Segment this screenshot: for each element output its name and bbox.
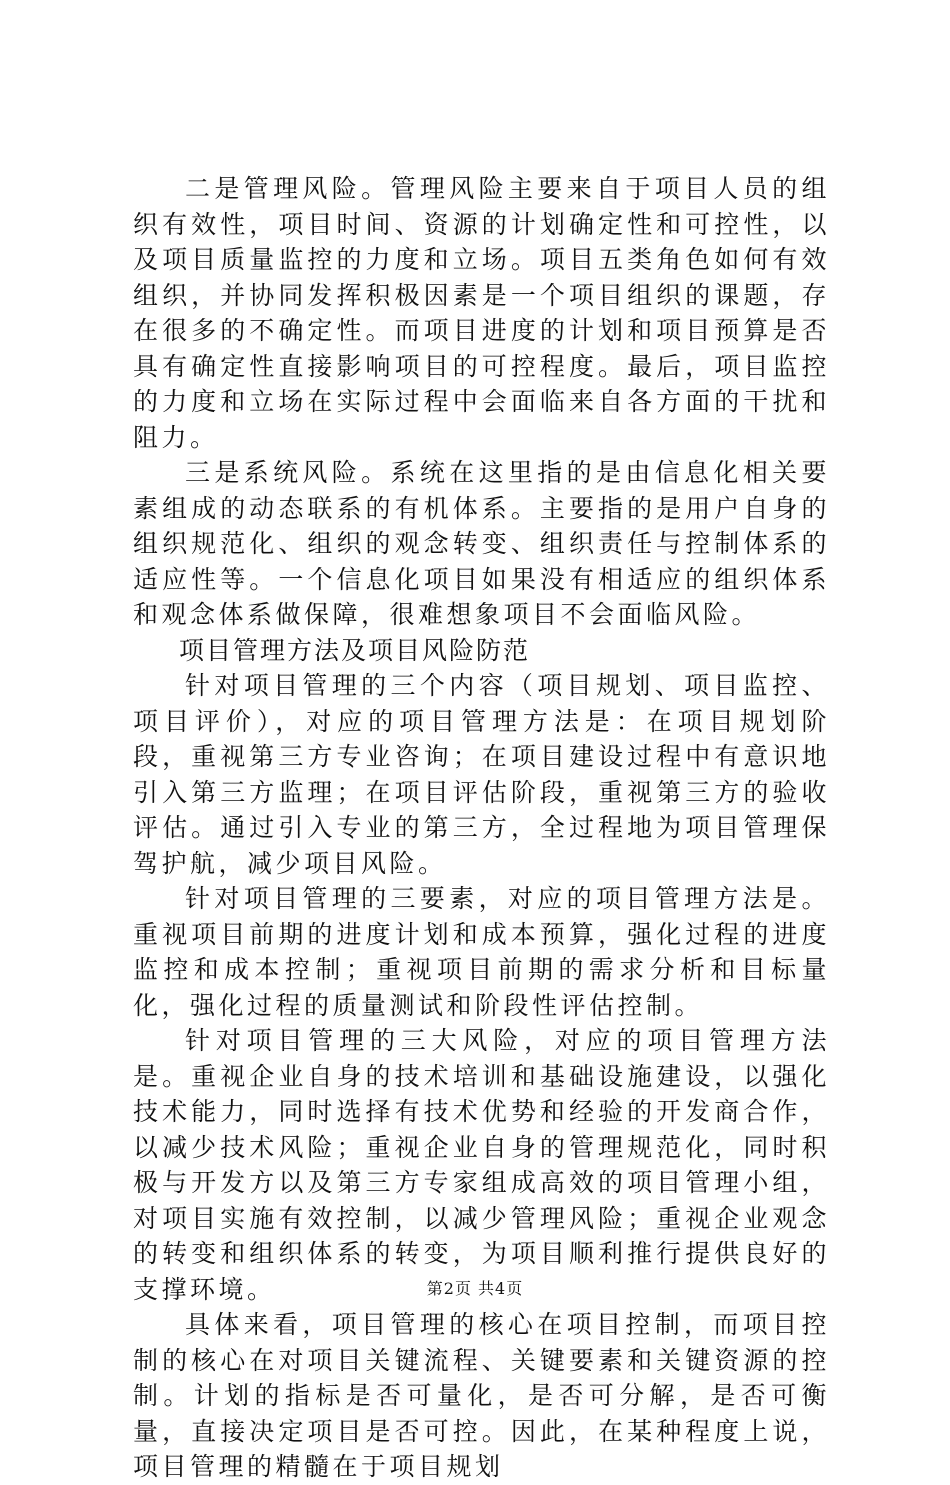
paragraph-system-risk: 三是系统风险。系统在这里指的是由信息化相关要素组成的动态联系的有机体系。主要指的是用户自身的组织规范化、组织的观念转变、组织责任与控制体系的适应性等。一个信息化项目如果没有相适应的组织体系和观念体系做保障，很难想象项目不会面临风险。 bbox=[133, 458, 830, 629]
section-heading: 项目管理方法及项目风险防范 bbox=[179, 635, 531, 665]
paragraph-three-contents: 针对项目管理的三个内容（项目规划、项目监控、项目评价），对应的项目管理方法是：在项目规划阶段，重视第三方专业咨询；在项目建设过程中有意识地引入第三方监理；在项目评估阶段，重视第三方的验收评估。通过引入专业的第三方，全过程地为项目管理保驾护航，减少项目风险。 bbox=[133, 671, 830, 878]
paragraph-three-risks: 针对项目管理的三大风险，对应的项目管理方法是。重视企业自身的技术培训和基础设施建设，以强化技术能力，同时选择有技术优势和经验的开发商合作，以减少技术风险；重视企业自身的管理规范化，同时积极与开发方以及第三方专家组成高效的项目管理小组，对项目实施有效控制，以减少管理风险；重视企业观念的转变和组织体系的转变，为项目顺利推行提供良好的支撑环境。 bbox=[133, 1026, 830, 1304]
page-number-footer: 第2页 共4页 bbox=[426, 1279, 524, 1298]
paragraph-three-elements: 针对项目管理的三要素，对应的项目管理方法是。重视项目前期的进度计划和成本预算，强化过程的进度监控和成本控制；重视项目前期的需求分析和目标量化，强化过程的质量测试和阶段性评估控制。 bbox=[133, 884, 830, 1020]
paragraph-project-control: 具体来看，项目管理的核心在项目控制，而项目控制的核心在对项目关键流程、关键要素和关键资源的控制。计划的指标是否可量化，是否可分解，是否可衡量，直接决定项目是否可控。因此，在某种程度上说，项目管理的精髓在于项目规划 bbox=[133, 1310, 830, 1481]
paragraph-management-risk: 二是管理风险。管理风险主要来自于项目人员的组织有效性，项目时间、资源的计划确定性和可控性，以及项目质量监控的力度和立场。项目五类角色如何有效组织，并协同发挥积极因素是一个项目组织的课题，存在很多的不确定性。而项目进度的计划和项目预算是否具有确定性直接影响项目的可控程度。最后，项目监控的力度和立场在实际过程中会面临来自各方面的干扰和阻力。 bbox=[133, 174, 830, 452]
